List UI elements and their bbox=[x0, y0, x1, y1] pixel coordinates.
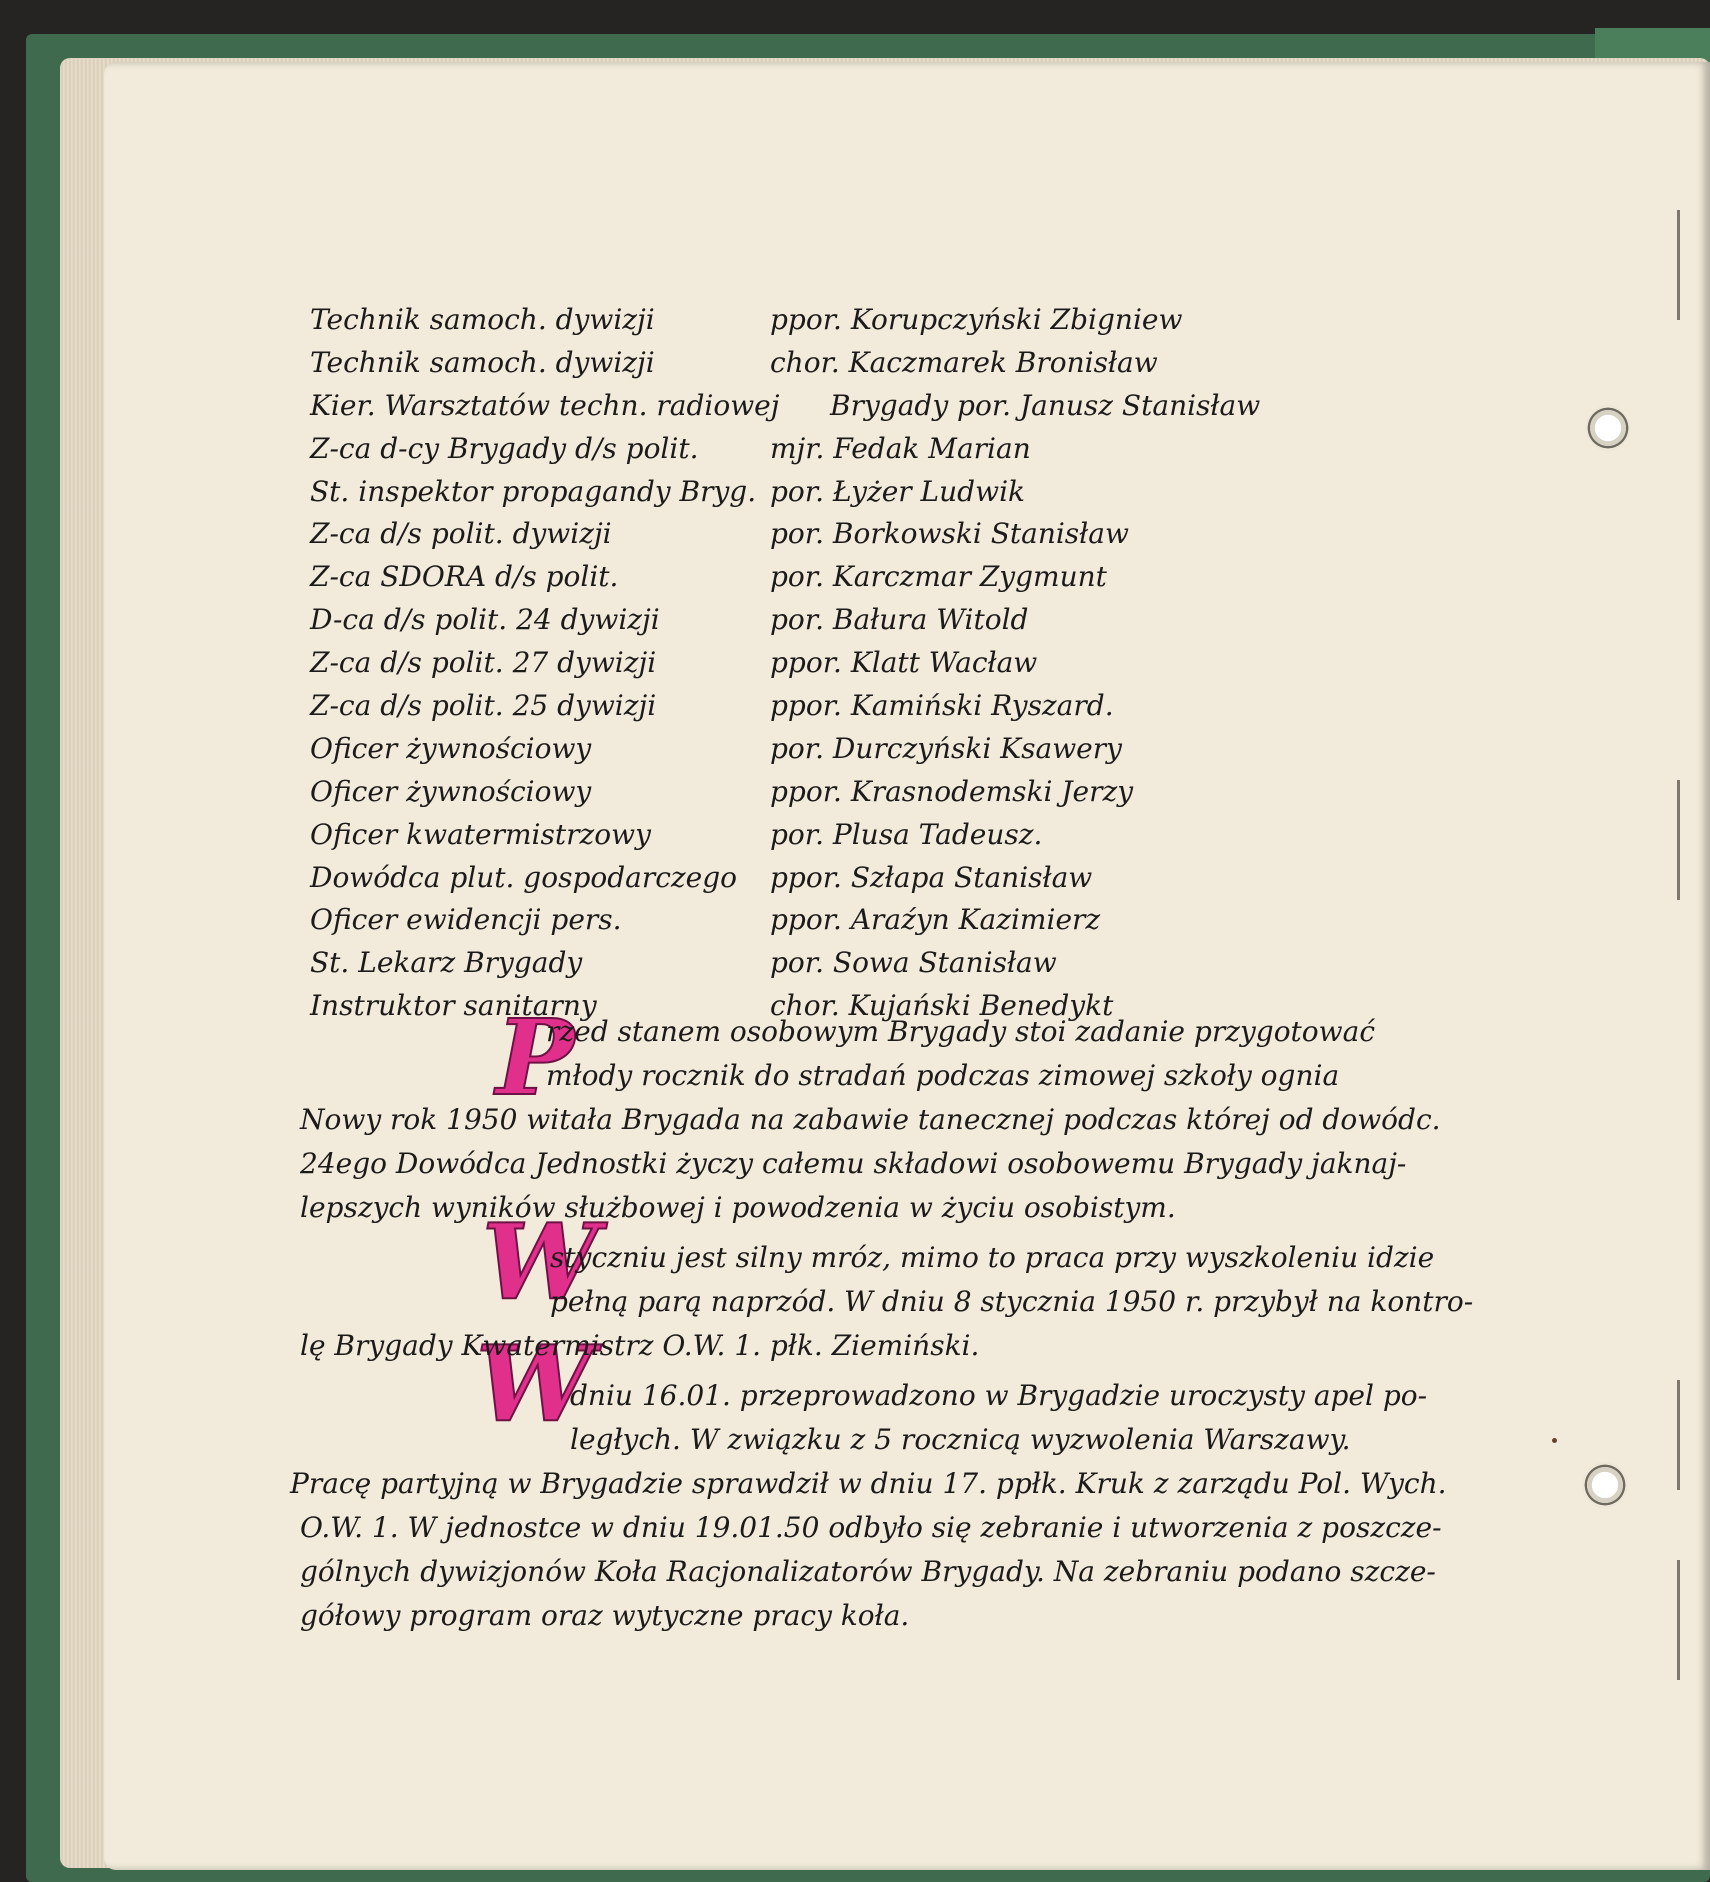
staff-role: Oficer kwatermistrzowy bbox=[310, 817, 651, 851]
paragraph-line: lepszych wyników służbowej i powodzenia w życiu osobistym. bbox=[300, 1191, 1176, 1224]
staff-role: St. Lekarz Brygady bbox=[310, 946, 583, 980]
staff-row bbox=[300, 472, 1300, 515]
paragraph-line: dniu 16.01. przeprowadzono w Brygadzie uroczysty apel po- bbox=[570, 1379, 1428, 1412]
staff-role: St. inspektor propagandy Bryg. bbox=[310, 474, 757, 508]
staff-row bbox=[300, 729, 1300, 772]
paragraph-line: 24ego Dowódca Jednostki życzy całemu składowi osobowemu Brygady jaknaj- bbox=[300, 1147, 1407, 1180]
staff-name: Brygady por. Janusz Stanisław bbox=[830, 388, 1261, 422]
staff-row bbox=[300, 300, 1300, 343]
staff-name: por. Bałura Witold bbox=[770, 603, 1029, 637]
paragraph-line: pełną parą naprzód. W dniu 8 stycznia 1950 r. przybył na kontro- bbox=[550, 1285, 1474, 1318]
staff-row bbox=[300, 858, 1300, 901]
staff-row bbox=[300, 772, 1300, 815]
staff-name: por. Plusa Tadeusz. bbox=[770, 817, 1043, 851]
ink-mark bbox=[1552, 1438, 1557, 1443]
staff-row bbox=[300, 643, 1300, 686]
staff-role: Z-ca d/s polit. 25 dywizji bbox=[310, 689, 657, 723]
staff-role: Dowódca plut. gospodarczego bbox=[310, 860, 738, 894]
staff-name: mjr. Fedak Marian bbox=[770, 431, 1031, 465]
staff-name: chor. Kujański Benedykt bbox=[770, 989, 1114, 1023]
staff-role: Oficer żywnościowy bbox=[310, 774, 592, 808]
staff-name: ppor. Klatt Wacław bbox=[770, 646, 1038, 680]
binding-mark bbox=[1677, 780, 1680, 900]
staff-name: ppor. Szłapa Stanisław bbox=[770, 860, 1093, 894]
staff-role: Z-ca d/s polit. dywizji bbox=[310, 517, 612, 551]
paragraph-line: lę Brygady Kwatermistrz O.W. 1. płk. Ziemiński. bbox=[300, 1329, 980, 1362]
staff-row bbox=[300, 815, 1300, 858]
decorated-initial-w: W bbox=[476, 1322, 593, 1445]
decorated-initial-w: W bbox=[482, 1200, 599, 1323]
paragraph-line: Pracę partyjną w Brygadzie sprawdził w dniu 17. ppłk. Kruk z zarządu Pol. Wych. bbox=[290, 1467, 1447, 1500]
staff-row bbox=[300, 686, 1300, 729]
staff-name: por. Durczyński Ksawery bbox=[770, 731, 1122, 765]
staff-name: ppor. Korupczyński Zbigniew bbox=[770, 303, 1183, 336]
paragraph-line: ległych. W związku z 5 rocznicą wyzwolenia Warszawy. bbox=[570, 1423, 1351, 1456]
staff-name: ppor. Krasnodemski Jerzy bbox=[770, 774, 1134, 808]
paragraph-line: młody rocznik do stradań podczas zimowej szkoły ognia bbox=[546, 1059, 1340, 1092]
chronicle-narrative bbox=[290, 1010, 1480, 1638]
staff-role: Technik samoch. dywizji bbox=[310, 345, 655, 379]
paragraph-line: gółowy program oraz wytyczne pracy koła. bbox=[300, 1599, 910, 1632]
paragraph-line: O.W. 1. W jednostce w dniu 19.01.50 odbyło się zebranie i utworzenia z poszcze- bbox=[300, 1511, 1442, 1544]
staff-row bbox=[300, 557, 1300, 600]
staff-name: por. Łyżer Ludwik bbox=[770, 474, 1025, 508]
binding-mark bbox=[1677, 210, 1680, 320]
staff-name: ppor. Araźyn Kazimierz bbox=[770, 903, 1101, 937]
staff-row bbox=[300, 514, 1300, 557]
decorated-initial-p: P bbox=[496, 996, 575, 1119]
staff-row bbox=[300, 386, 1300, 429]
punch-hole-icon bbox=[1585, 405, 1631, 451]
staff-row bbox=[300, 343, 1300, 386]
staff-name: por. Karczmar Zygmunt bbox=[770, 560, 1107, 594]
staff-role: Oficer żywnościowy bbox=[310, 731, 592, 765]
staff-role: Z-ca d/s polit. 27 dywizji bbox=[310, 646, 657, 680]
staff-role: Kier. Warsztatów techn. radiowej bbox=[310, 388, 780, 422]
staff-role: Technik samoch. dywizji bbox=[310, 303, 655, 336]
binding-mark bbox=[1677, 1380, 1680, 1490]
staff-row bbox=[300, 900, 1300, 943]
paragraph-line: Nowy rok 1950 witała Brygada na zabawie tanecznej podczas której od dowódc. bbox=[300, 1103, 1441, 1136]
staff-name: chor. Kaczmarek Bronisław bbox=[770, 345, 1158, 379]
staff-role: Instruktor sanitarny bbox=[310, 989, 597, 1023]
staff-role: Z-ca SDORA d/s polit. bbox=[310, 560, 619, 594]
staff-role: Z-ca d-cy Brygady d/s polit. bbox=[310, 431, 699, 465]
binding-mark bbox=[1677, 1560, 1680, 1680]
staff-name: por. Sowa Stanisław bbox=[770, 946, 1057, 980]
staff-name: por. Borkowski Stanisław bbox=[770, 517, 1129, 551]
staff-list bbox=[300, 300, 1300, 1029]
staff-role: D-ca d/s polit. 24 dywizji bbox=[310, 603, 660, 637]
staff-row bbox=[300, 429, 1300, 472]
punch-hole-icon bbox=[1582, 1462, 1628, 1508]
paragraph-line: gólnych dywizjonów Koła Racjonalizatorów Brygady. Na zebraniu podano szcze- bbox=[300, 1555, 1436, 1588]
staff-row bbox=[300, 943, 1300, 986]
paragraph-line: rzed stanem osobowym Brygady stoi zadanie przygotować bbox=[546, 1015, 1376, 1048]
staff-row bbox=[300, 600, 1300, 643]
paragraph-line: styczniu jest silny mróz, mimo to praca przy wyszkoleniu idzie bbox=[550, 1241, 1435, 1274]
staff-name: ppor. Kamiński Ryszard. bbox=[770, 689, 1114, 723]
staff-role: Oficer ewidencji pers. bbox=[310, 903, 622, 937]
